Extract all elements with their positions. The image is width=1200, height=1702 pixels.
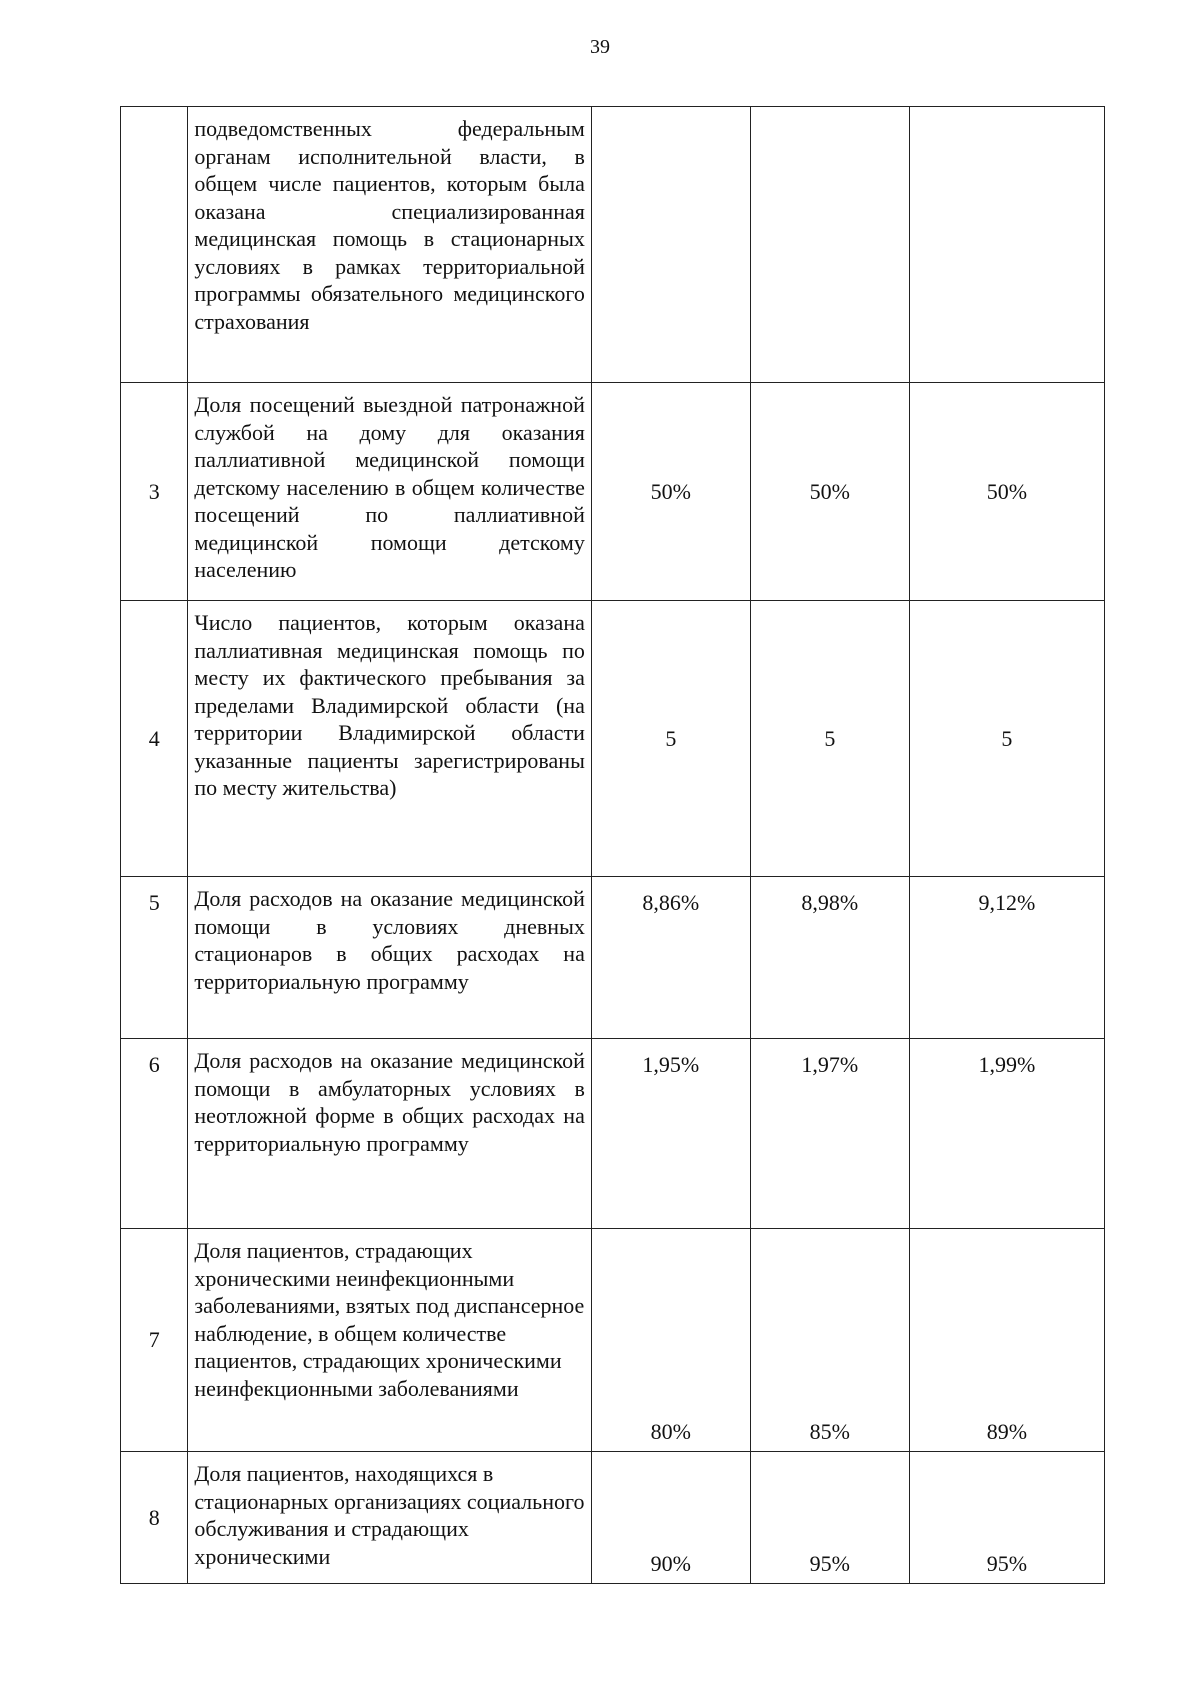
indicator-text: Доля посещений выездной патронажной службой на дому для оказания паллиативной медицинской помощи детскому населению в общем количестве посещений по паллиативной медицинской помощи детскому населению	[188, 383, 591, 601]
table-row	[121, 107, 1105, 383]
value-col-3	[909, 107, 1104, 383]
value-col-3: 50%	[909, 383, 1104, 601]
value-col-1: 50%	[591, 383, 750, 601]
value-col-2: 8,98%	[750, 877, 909, 1039]
value-col-3: 5	[909, 601, 1104, 877]
indicator-text: подведомственных федеральным органам исполнительной власти, в общем числе пациентов, которым была оказана специализированная медицинская помощь в стационарных условиях в рамках территориальной программы обязательного медицинского страхования	[188, 107, 591, 383]
indicators-table	[120, 106, 1105, 1584]
row-number: 8	[121, 1452, 188, 1584]
indicator-text: Число пациентов, которым оказана паллиативная медицинская помощь по месту их фактического пребывания за пределами Владимирской области (на территории Владимирской области указанные пациенты зарегистрированы по месту жительства)	[188, 601, 591, 877]
indicator-text: Доля расходов на оказание медицинской помощи в амбулаторных условиях в неотложной форме в общих расходах на территориальную программу	[188, 1039, 591, 1229]
value-col-1: 5	[591, 601, 750, 877]
value-col-3: 9,12%	[909, 877, 1104, 1039]
page-number: 39	[590, 36, 610, 58]
value-col-2: 50%	[750, 383, 909, 601]
value-col-2: 1,97%	[750, 1039, 909, 1229]
indicator-text: Доля пациентов, находящихся в стационарных организациях социального обслуживания и страдающих хроническими	[188, 1452, 591, 1584]
row-number: 7	[121, 1229, 188, 1452]
value-col-2: 5	[750, 601, 909, 877]
value-col-3: 89%	[909, 1229, 1104, 1452]
table-row	[121, 601, 1105, 877]
value-col-1: 90%	[591, 1452, 750, 1584]
value-col-2	[750, 107, 909, 383]
table-row	[121, 1229, 1105, 1452]
value-col-2: 85%	[750, 1229, 909, 1452]
table-row	[121, 877, 1105, 1039]
value-col-1: 8,86%	[591, 877, 750, 1039]
value-col-2: 95%	[750, 1452, 909, 1584]
table-row	[121, 1039, 1105, 1229]
value-col-1: 80%	[591, 1229, 750, 1452]
row-number: 5	[121, 877, 188, 1039]
value-col-1: 1,95%	[591, 1039, 750, 1229]
row-number: 6	[121, 1039, 188, 1229]
indicator-text: Доля пациентов, страдающих хроническими неинфекционными заболеваниями, взятых под диспансерное наблюдение, в общем количестве пациентов, страдающих хроническими неинфекционными заболеваниями	[188, 1229, 591, 1452]
row-number: 4	[121, 601, 188, 877]
value-col-1	[591, 107, 750, 383]
indicator-text: Доля расходов на оказание медицинской помощи в условиях дневных стационаров в общих расходах на территориальную программу	[188, 877, 591, 1039]
value-col-3: 1,99%	[909, 1039, 1104, 1229]
table-row	[121, 1452, 1105, 1584]
table-row	[121, 383, 1105, 601]
row-number	[121, 107, 188, 383]
row-number: 3	[121, 383, 188, 601]
value-col-3: 95%	[909, 1452, 1104, 1584]
